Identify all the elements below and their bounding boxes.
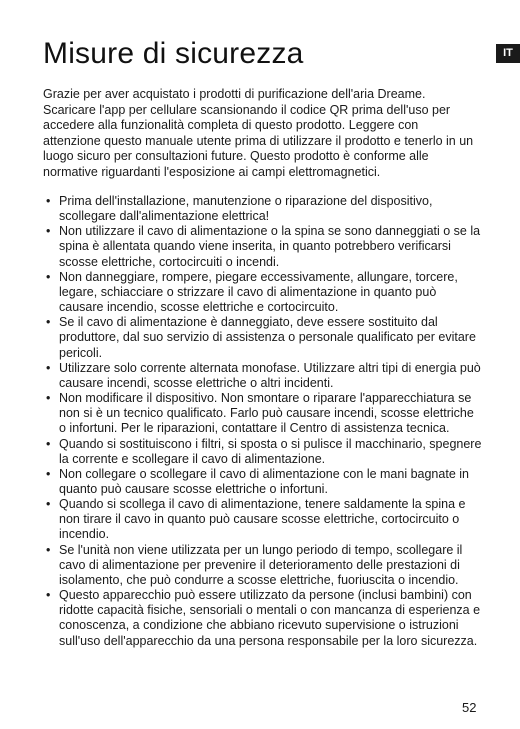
list-item-text: Non utilizzare il cavo di alimentazione o la spina se sono danneggiati o se la spina è allentata quando viene inserita, in quanto potrebbero verificarsi scosse elettriche, cortocircuiti o incendi. xyxy=(59,224,481,269)
list-item xyxy=(43,315,483,360)
list-item xyxy=(43,543,483,588)
list-item xyxy=(43,270,483,315)
list-item-text: Questo apparecchio può essere utilizzato da persone (inclusi bambini) con ridotte capacità fisiche, sensoriali o mentali o con mancanza di esperienza e conoscenza, a condizione che abbiano ricevuto supervisione o istruzioni sull'uso dell'apparecchio da una persona responsabile per la loro sicurezza. xyxy=(59,588,481,648)
list-item-text: Utilizzare solo corrente alternata monofase. Utilizzare altri tipi di energia può causare incendi, scosse elettriche o altri incidenti. xyxy=(59,360,481,390)
list-item xyxy=(43,588,483,649)
list-item-text: Prima dell'installazione, manutenzione o riparazione del dispositivo, scollegare dall'alimentazione elettrica! xyxy=(59,194,433,224)
list-item xyxy=(43,437,483,467)
language-tab: IT xyxy=(496,44,520,63)
list-item xyxy=(43,224,483,269)
bullet-icon: • xyxy=(46,224,51,239)
bullet-icon: • xyxy=(46,542,51,557)
list-item xyxy=(43,467,483,497)
list-item xyxy=(43,361,483,391)
list-item-text: Non modificare il dispositivo. Non smontare o riparare l'apparecchiatura se non si è un tecnico qualificato. Farlo può causare incendi, scosse elettriche o infortuni. Per le riparazioni, contattare il Centro di assistenza tecnica. xyxy=(59,391,474,436)
list-item-text: Non collegare o scollegare il cavo di alimentazione con le mani bagnate in quanto può causare scosse elettriche o infortuni. xyxy=(59,466,469,496)
list-item xyxy=(43,391,483,436)
page-number: 52 xyxy=(462,700,477,715)
list-item-text: Quando si sostituiscono i filtri, si sposta o si pulisce il macchinario, spegnere la corrente e scollegare il cavo di alimentazione. xyxy=(59,436,482,466)
bullet-icon: • xyxy=(46,194,51,208)
list-item-text: Quando si scollega il cavo di alimentazione, tenere saldamente la spina e non tirare il cavo in quanto può causare scosse elettriche, cortocircuito o incendio. xyxy=(59,497,466,542)
bullet-icon: • xyxy=(46,360,51,375)
bullet-icon: • xyxy=(46,315,51,330)
bullet-icon: • xyxy=(46,269,51,284)
list-item-text: Non danneggiare, rompere, piegare eccessivamente, allungare, torcere, legare, schiacciare o strizzare il cavo di alimentazione in quanto può causare incendio, scosse elettriche e cortocircuito. xyxy=(59,269,458,315)
list-item xyxy=(43,497,483,542)
list-item-text: Se il cavo di alimentazione è danneggiato, deve essere sostituito dal produttore, dal suo servizio di assistenza o personale qualificato per evitare pericoli. xyxy=(59,315,476,360)
bullet-icon: • xyxy=(46,466,51,481)
intro-paragraph: Grazie per aver acquistato i prodotti di purificazione dell'aria Dreame. Scaricare l'app per cellulare scansionando il codice QR prima dell'uso per accedere alla funzionalità completa di questo prodotto. Leggere con attenzione questo manuale utente prima di utilizzare il prodotto e tenerlo in un luogo sicuro per consultazioni future. Questo prodotto è conforme alle normative riguardanti l'esposizione ai campi elettromagnetici. xyxy=(43,87,474,179)
bullet-icon: • xyxy=(46,497,51,512)
bullet-icon: • xyxy=(46,436,51,451)
bullet-icon: • xyxy=(46,391,51,406)
page-title: Misure di sicurezza xyxy=(43,37,304,70)
list-item-text: Se l'unità non viene utilizzata per un lungo periodo di tempo, scollegare il cavo di alimentazione per prevenire il deterioramento delle prestazioni di isolamento, che può condurre a scosse elettriche, fuoriuscita o incendio. xyxy=(59,542,463,587)
safety-list xyxy=(43,194,483,649)
list-item xyxy=(43,194,483,224)
bullet-icon: • xyxy=(46,588,51,603)
